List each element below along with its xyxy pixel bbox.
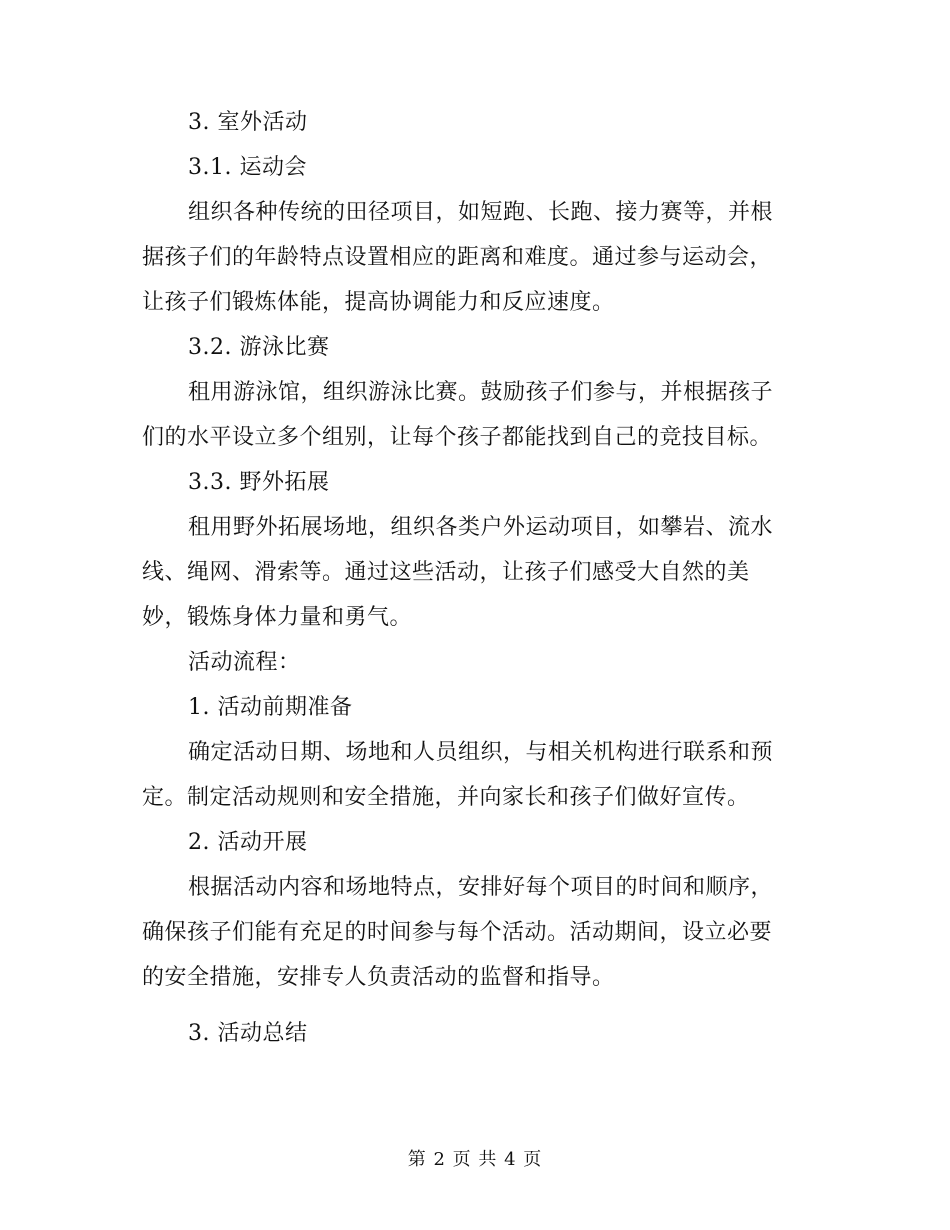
paragraph-spacer xyxy=(142,1000,802,1011)
paragraph-line: 租用游泳馆，组织游泳比赛。鼓励孩子们参与，并根据孩子 xyxy=(188,380,774,405)
paragraph-line: 据孩子们的年龄特点设置相应的距离和难度。通过参与运动会， xyxy=(142,245,773,270)
paragraph-line: 们的水平设立多个组别，让每个孩子都能找到自己的竞技目标。 xyxy=(142,425,773,450)
subsection-heading-outdoor-expansion: 3.3. 野外拓展 xyxy=(188,470,330,495)
paragraph-line: 的安全措施，安排专人负责活动的监督和指导。 xyxy=(142,965,615,990)
subsection-heading-preparation: 1. 活动前期准备 xyxy=(188,695,353,720)
section-heading-outdoor-activities: 3. 室外活动 xyxy=(188,110,308,135)
subsection-heading-execution: 2. 活动开展 xyxy=(188,830,308,855)
paragraph-line: 定。制定活动规则和安全措施，并向家长和孩子们做好宣传。 xyxy=(142,785,750,810)
page-footer-indicator: 第 2 页 共 4 页 xyxy=(407,1149,543,1170)
paragraph-line: 妙，锻炼身体力量和勇气。 xyxy=(142,605,413,630)
paragraph-line: 组织各种传统的田径项目，如短跑、长跑、接力赛等，并根 xyxy=(188,200,774,225)
paragraph-line: 线、绳网、滑索等。通过这些活动，让孩子们感受大自然的美 xyxy=(142,560,750,585)
subsection-heading-summary: 3. 活动总结 xyxy=(188,1021,308,1046)
subsection-heading-swimming: 3.2. 游泳比赛 xyxy=(188,335,330,360)
paragraph-line: 根据活动内容和场地特点，安排好每个项目的时间和顺序， xyxy=(188,875,774,900)
paragraph-line: 确保孩子们能有充足的时间参与每个活动。活动期间，设立必要 xyxy=(142,920,773,945)
subsection-heading-sports-meet: 3.1. 运动会 xyxy=(188,155,307,180)
section-heading-activity-flow: 活动流程： xyxy=(188,650,301,675)
document-body xyxy=(142,100,802,1056)
paragraph-line: 让孩子们锻炼体能，提高协调能力和反应速度。 xyxy=(142,290,615,315)
paragraph-line: 租用野外拓展场地，组织各类户外运动项目，如攀岩、流水 xyxy=(188,515,774,540)
paragraph-line: 确定活动日期、场地和人员组织，与相关机构进行联系和预 xyxy=(188,740,774,765)
